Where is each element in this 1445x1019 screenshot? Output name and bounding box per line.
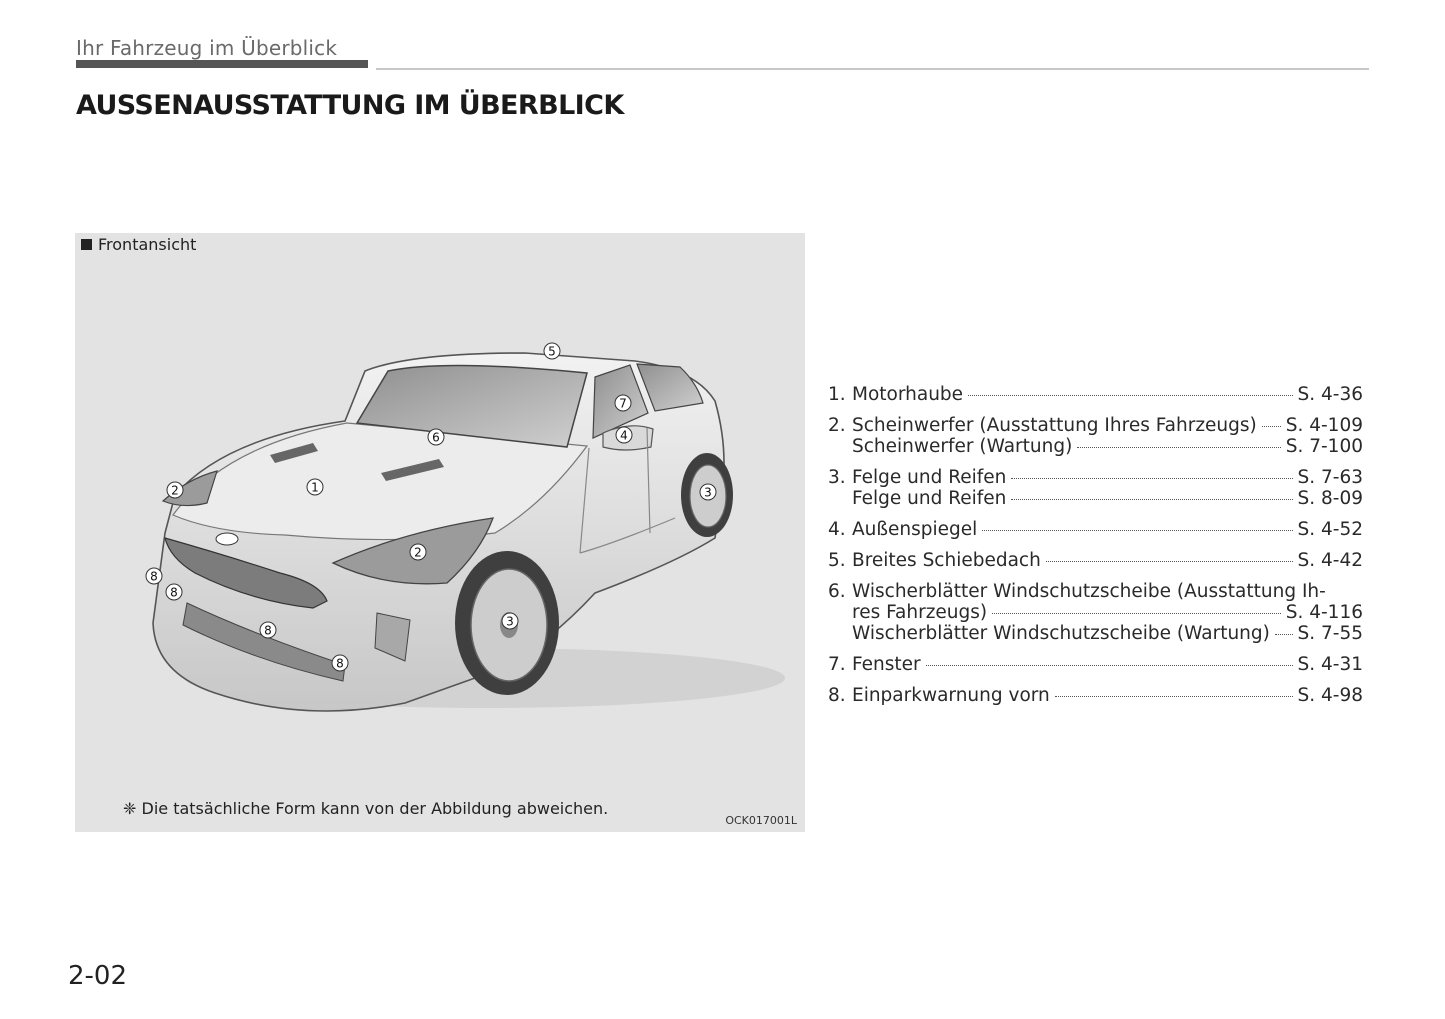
callout-2b (410, 544, 426, 560)
svg-text:3: 3 (506, 614, 514, 629)
list-item: 5. Breites Schiebedach S. 4-42 (828, 550, 1363, 571)
svg-text:7: 7 (619, 396, 627, 411)
page-title: AUSSENAUSSTATTUNG IM ÜBERBLICK (76, 90, 624, 121)
callout-7 (615, 395, 631, 411)
svg-text:2: 2 (171, 483, 179, 498)
section-label: Ihr Fahrzeug im Überblick (76, 36, 338, 60)
svg-text:4: 4 (620, 428, 628, 443)
list-item: 3. Felge und Reifen S. 7-63 Felge und Reifen S. 8-09 (828, 467, 1363, 509)
svg-text:8: 8 (264, 623, 272, 638)
svg-text:8: 8 (336, 656, 344, 671)
callout-5 (544, 343, 560, 359)
callout-2 (167, 482, 183, 498)
list-item: 8. Einparkwarnung vorn S. 4-98 (828, 685, 1363, 706)
svg-text:2: 2 (414, 545, 422, 560)
list-item: 6. Wischerblätter Windschutzscheibe (Ausstattung Ih- res Fahrzeugs) S. 4-116 Wischerblätter Windschutzscheibe (Wartung) S. 7-55 (828, 581, 1363, 644)
svg-text:5: 5 (548, 344, 556, 359)
header-bar-dark (76, 60, 368, 68)
note-asterisk-icon: ❈ (123, 799, 137, 818)
svg-text:6: 6 (432, 430, 440, 445)
header-rule (376, 68, 1369, 70)
callout-8d (332, 655, 348, 671)
list-item: 1. Motorhaube S. 4-36 (828, 384, 1363, 405)
figure-code: OCK017001L (725, 814, 797, 827)
figure-note: ❈ Die tatsächliche Form kann von der Abbildung abweichen. (123, 799, 609, 818)
page-number: 2-02 (68, 961, 128, 991)
callout-8c (260, 622, 276, 638)
callout-8b (166, 584, 182, 600)
callout-6 (428, 429, 444, 445)
car-illustration (75, 233, 805, 793)
list-item: 4. Außenspiegel S. 4-52 (828, 519, 1363, 540)
figure-frontansicht (75, 233, 805, 832)
callout-4 (616, 427, 632, 443)
parts-list (828, 384, 1363, 716)
callout-3b (700, 484, 716, 500)
list-item: 2. Scheinwerfer (Ausstattung Ihres Fahrzeugs) S. 4-109 Scheinwerfer (Wartung) S. 7-100 (828, 415, 1363, 457)
svg-text:8: 8 (150, 569, 158, 584)
svg-text:3: 3 (704, 485, 712, 500)
svg-text:8: 8 (170, 585, 178, 600)
list-item: 7. Fenster S. 4-31 (828, 654, 1363, 675)
callout-8a (146, 568, 162, 584)
svg-text:1: 1 (311, 480, 319, 495)
callout-1 (307, 479, 323, 495)
figure-label: Frontansicht (81, 235, 196, 254)
callout-3 (502, 613, 518, 629)
